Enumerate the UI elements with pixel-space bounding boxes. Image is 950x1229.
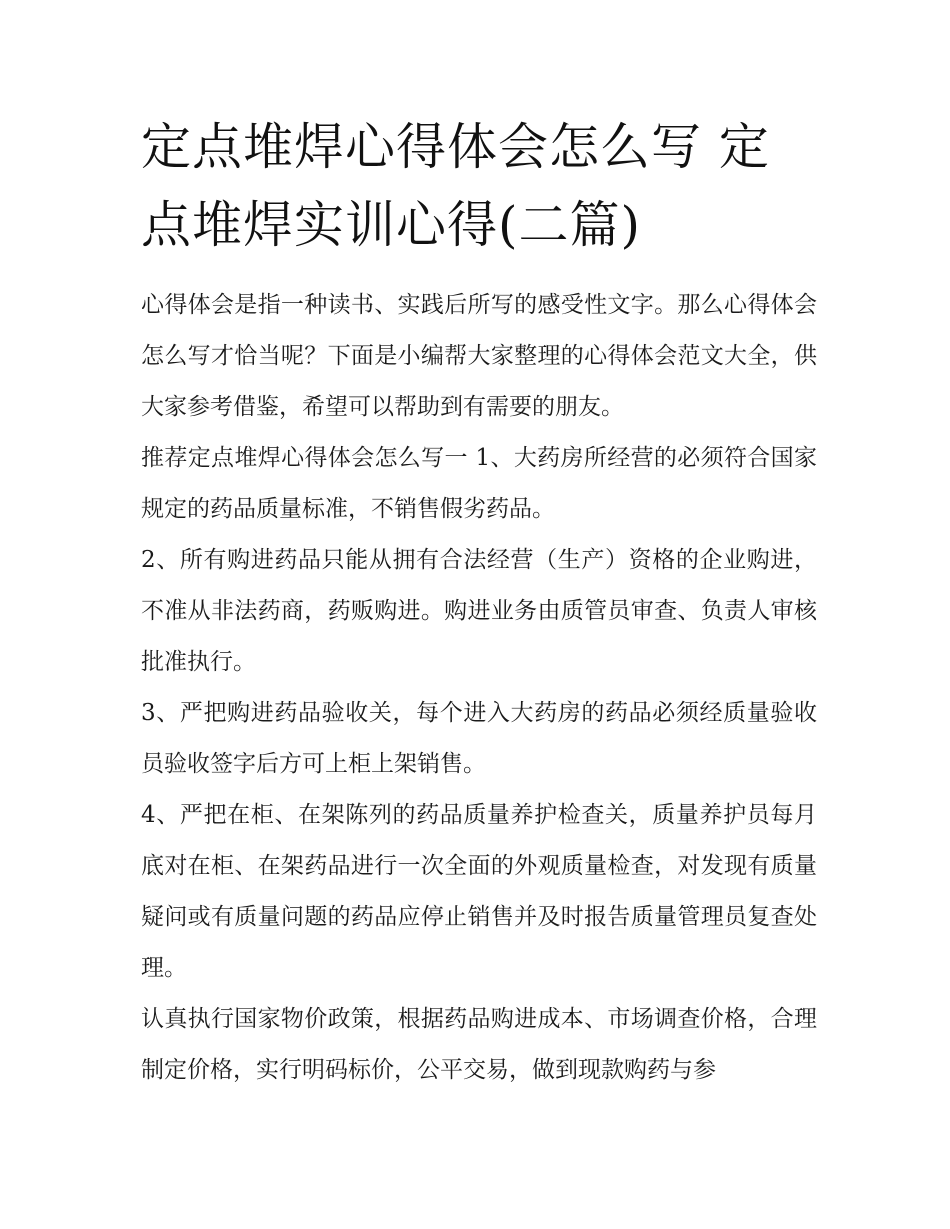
paragraph-item-4: 4、严把在柜、在架陈列的药品质量养护检查关，质量养护员每月底对在柜、在架药品进行一次全面的外观质量检查，对发现有质量疑问或有质量问题的药品应停止销售并及时报告质量管理员复查处理。 — [141, 802, 817, 981]
paragraph-item-2: 2、所有购进药品只能从拥有合法经营（生产）资格的企业购进，不准从非法药商，药贩购进。购进业务由质管员审查、负责人审核批准执行。 — [141, 547, 817, 675]
paragraph-item-1: 推荐定点堆焊心得体会怎么写一 1、大药房所经营的必须符合国家规定的药品质量标准，不销售假劣药品。 — [141, 445, 817, 522]
document-body — [141, 108, 817, 1096]
paragraph-item-3: 3、严把购进药品验收关，每个进入大药房的药品必须经质量验收员验收签字后方可上柜上架销售。 — [141, 700, 817, 777]
paragraph-pricing: 认真执行国家物价政策，根据药品购进成本、市场调查价格，合理制定价格，实行明码标价，公平交易，做到现款购药与参 — [141, 1006, 817, 1083]
paragraph-intro: 心得体会是指一种读书、实践后所写的感受性文字。那么心得体会怎么写才恰当呢？下面是小编帮大家整理的心得体会范文大全，供大家参考借鉴，希望可以帮助到有需要的朋友。 — [141, 292, 817, 420]
document-title: 定点堆焊心得体会怎么写 定点堆焊实训心得(二篇) — [141, 118, 770, 254]
